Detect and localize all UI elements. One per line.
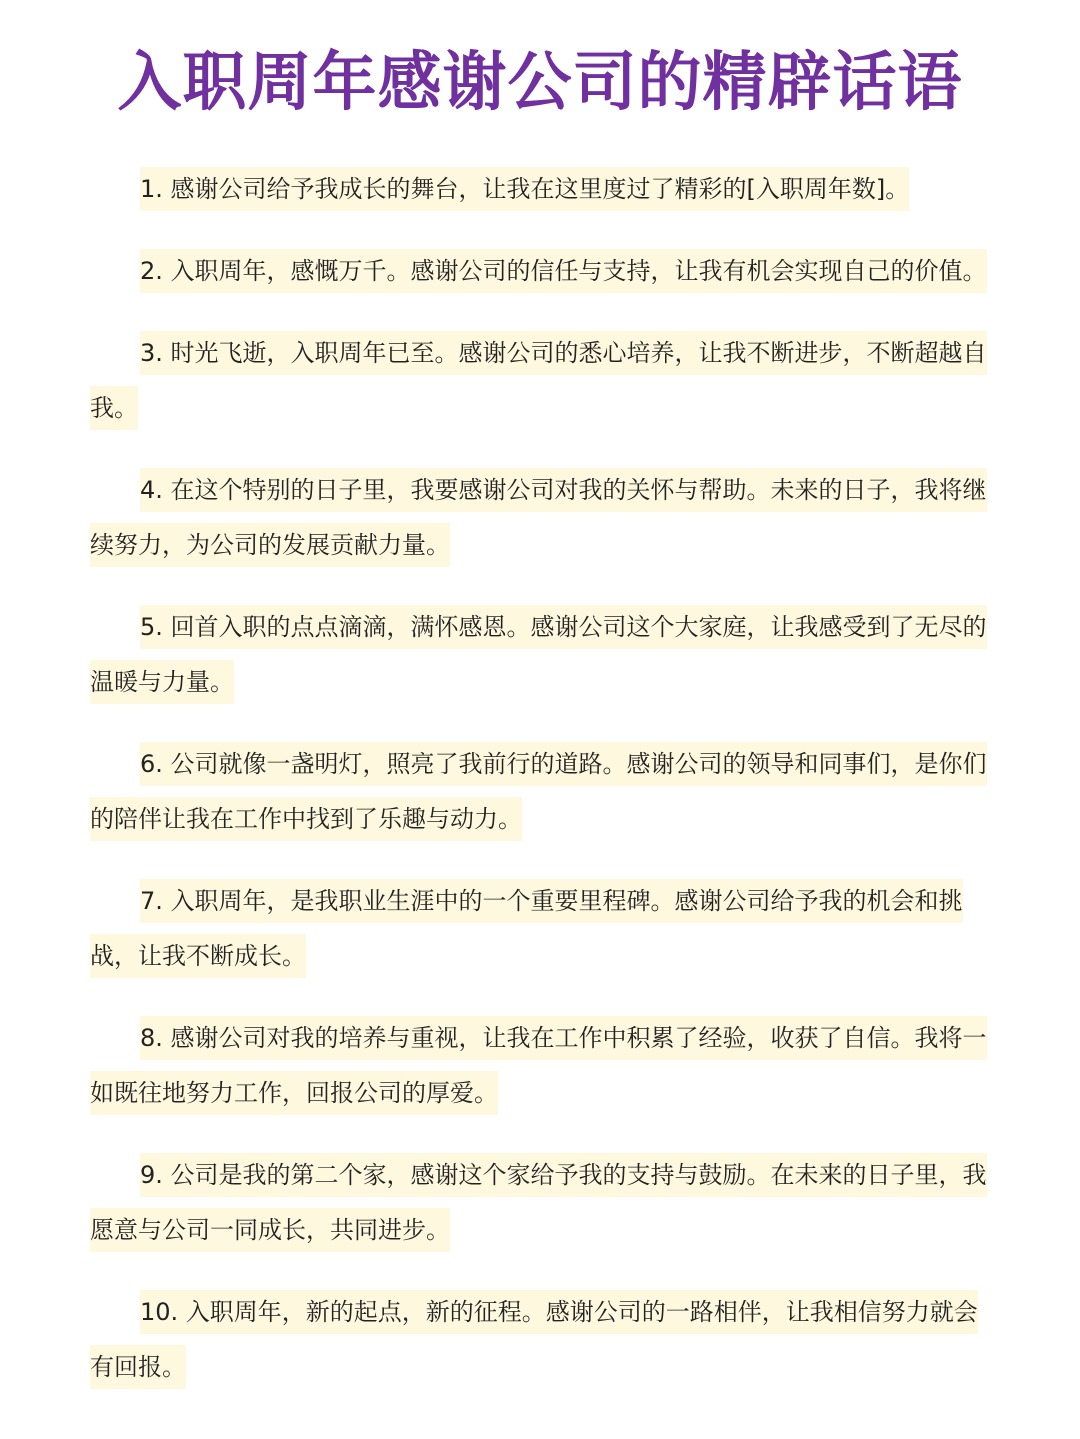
quote-text: 7. 入职周年，是我职业生涯中的一个重要里程碑。感谢公司给予我的机会和挑战，让我不断成长。 <box>90 879 963 978</box>
quote-text: 4. 在这个特别的日子里，我要感谢公司对我的关怀与帮助。未来的日子，我将继续努力，为公司的发展贡献力量。 <box>90 468 987 567</box>
list-item <box>90 1285 990 1395</box>
quote-text: 2. 入职周年，感慨万千。感谢公司的信任与支持，让我有机会实现自己的价值。 <box>140 249 987 293</box>
list-item <box>90 463 990 573</box>
quote-text: 3. 时光飞逝，入职周年已至。感谢公司的悉心培养，让我不断进步，不断超越自我。 <box>90 331 987 430</box>
list-item <box>90 600 990 710</box>
quote-text: 1. 感谢公司给予我成长的舞台，让我在这里度过了精彩的[入职周年数]。 <box>140 167 909 211</box>
quote-text: 8. 感谢公司对我的培养与重视，让我在工作中积累了经验，收获了自信。我将一如既往地努力工作，回报公司的厚爱。 <box>90 1016 987 1115</box>
quote-text: 9. 公司是我的第二个家，感谢这个家给予我的支持与鼓励。在未来的日子里，我愿意与公司一同成长，共同进步。 <box>90 1153 987 1252</box>
quote-list <box>90 162 990 1422</box>
quote-text: 6. 公司就像一盏明灯，照亮了我前行的道路。感谢公司的领导和同事们，是你们的陪伴让我在工作中找到了乐趣与动力。 <box>90 742 987 841</box>
list-item <box>90 1011 990 1121</box>
list-item <box>90 162 990 217</box>
list-item <box>90 1148 990 1258</box>
quote-text: 10. 入职周年，新的起点，新的征程。感谢公司的一路相伴，让我相信努力就会有回报。 <box>90 1290 978 1389</box>
list-item <box>90 326 990 436</box>
list-item <box>90 244 990 299</box>
quote-text: 5. 回首入职的点点滴滴，满怀感恩。感谢公司这个大家庭，让我感受到了无尽的温暖与力量。 <box>90 605 987 704</box>
list-item <box>90 737 990 847</box>
list-item <box>90 874 990 984</box>
page-title: 入职周年感谢公司的精辟话语 <box>117 46 963 120</box>
